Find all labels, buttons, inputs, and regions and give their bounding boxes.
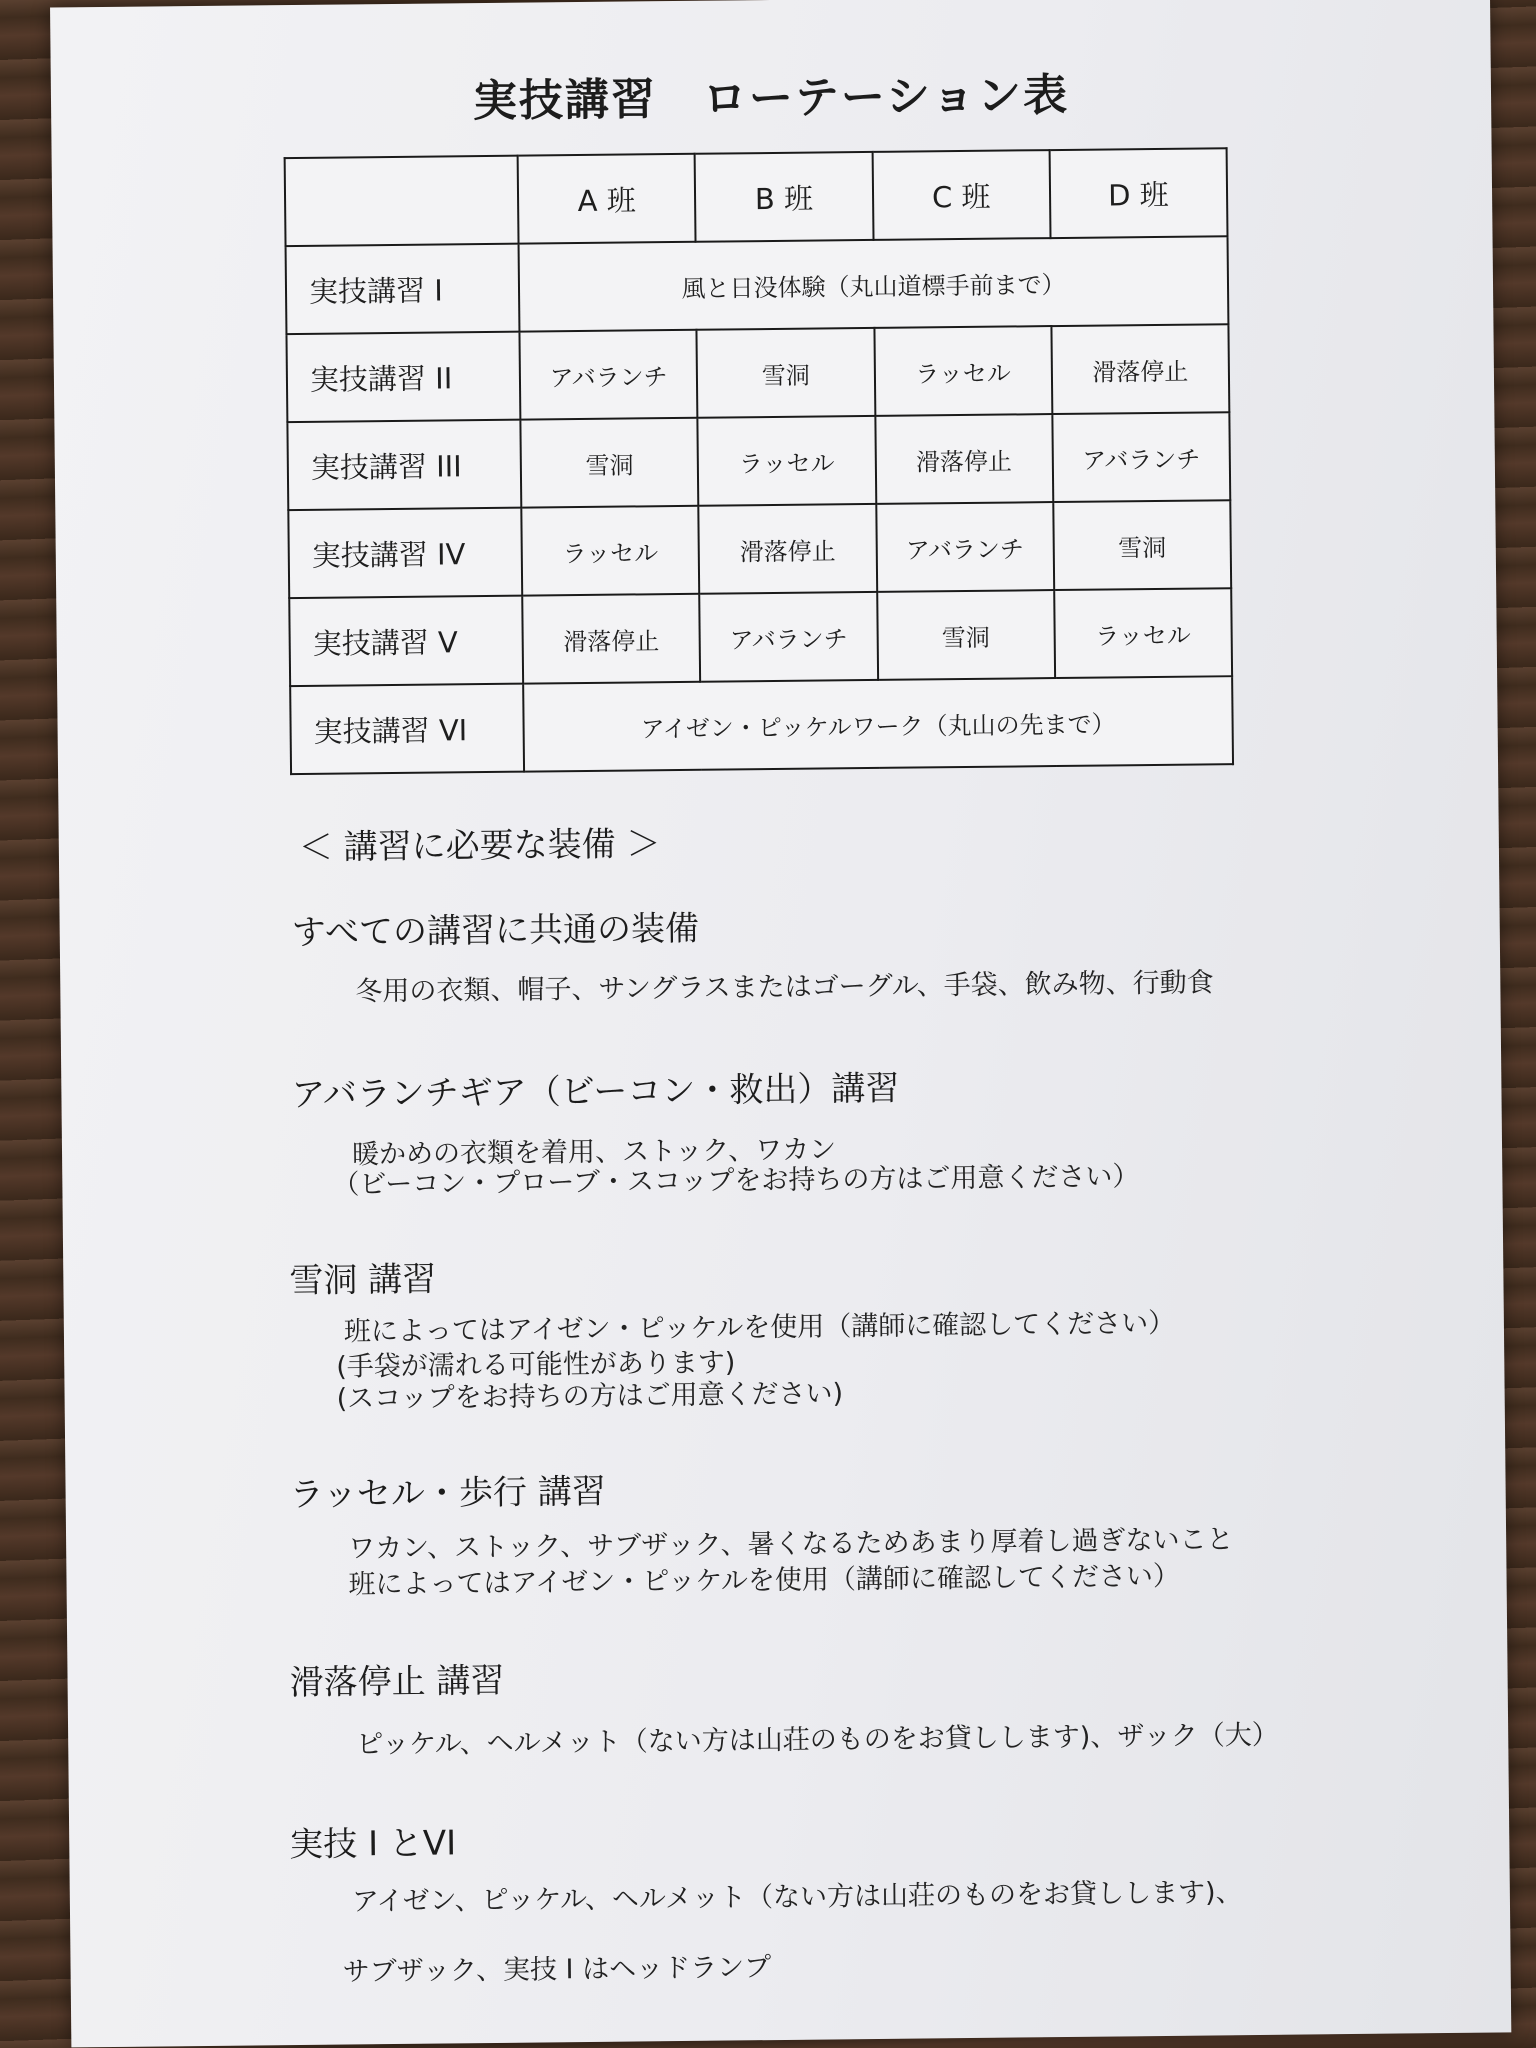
table-cell: アバランチ	[699, 592, 877, 682]
section-heading-common: すべての講習に共通の装備	[291, 908, 700, 954]
column-header-b: B 班	[695, 152, 873, 242]
table-cell: アバランチ	[876, 502, 1054, 592]
section-line: ピッケル、ヘルメット（ない方は山荘のものをお貸しします)、ザック（大）	[356, 1719, 1279, 1761]
section-heading-self-arrest: 滑落停止 講習	[289, 1660, 505, 1704]
table-cell: アバランチ	[519, 330, 697, 420]
section-line: アイゼン、ピッケル、ヘルメット（ない方は山荘のものをお貸しします)、	[351, 1877, 1243, 1918]
table-cell: 滑落停止	[699, 504, 877, 594]
table-cell: ラッセル	[521, 506, 699, 596]
table-cell: 滑落停止	[522, 594, 700, 684]
table-row	[286, 236, 1229, 334]
page-title: 実技講習 ローテーション表	[472, 69, 1070, 128]
column-header-c: C 班	[872, 150, 1050, 240]
equipment-header: ＜ 講習に必要な装備 ＞	[298, 824, 661, 868]
table-cell: 滑落停止	[1051, 324, 1229, 414]
table-corner-cell	[285, 156, 519, 246]
column-header-a: A 班	[518, 154, 696, 244]
section-heading-avalanche: アバランチギア（ビーコン・救出）講習	[291, 1068, 900, 1116]
section-heading-russel: ラッセル・歩行 講習	[289, 1471, 606, 1516]
merged-cell: 風と日没体験（丸山道標手前まで）	[519, 236, 1229, 331]
row-label: 実技講習 II	[286, 332, 520, 422]
table-cell: 雪洞	[877, 590, 1055, 680]
section-line: 冬用の衣類、帽子、サングラスまたはゴーグル、手袋、飲み物、行動食	[355, 967, 1214, 1008]
section-line: （ビーコン・プローブ・スコップをお持ちの方はご用意ください）	[332, 1161, 1140, 1201]
table-header-row	[285, 148, 1228, 246]
table-cell: 雪洞	[520, 418, 698, 508]
merged-cell: アイゼン・ピッケルワーク（丸山の先まで）	[523, 676, 1233, 771]
column-header-d: D 班	[1049, 148, 1227, 238]
row-label: 実技講習 V	[289, 596, 523, 686]
table-row	[286, 324, 1229, 422]
table-cell: ラッセル	[1054, 588, 1232, 678]
row-label: 実技講習 I	[286, 244, 520, 334]
rotation-table	[284, 147, 1234, 775]
section-heading-snowcave: 雪洞 講習	[289, 1259, 437, 1302]
document-page	[50, 0, 1511, 2047]
table-cell: 滑落停止	[875, 414, 1053, 504]
section-line: 班によってはアイゼン・ピッケルを使用（講師に確認してください）	[343, 1307, 1176, 1348]
section-line: 班によってはアイゼン・ピッケルを使用（講師に確認してください）	[348, 1560, 1181, 1601]
row-label: 実技講習 IV	[288, 508, 522, 598]
section-line: (スコップをお持ちの方はご用意ください)	[336, 1378, 844, 1415]
table-row	[289, 588, 1232, 686]
table-cell: 雪洞	[697, 328, 875, 418]
row-label: 実技講習 VI	[290, 684, 524, 774]
section-heading-practical-1-6: 実技 I とVI	[289, 1823, 457, 1866]
table-row	[290, 676, 1233, 774]
section-line: (手袋が濡れる可能性があります)	[336, 1347, 736, 1383]
table-row	[287, 412, 1230, 510]
table-cell: 雪洞	[1053, 500, 1231, 590]
section-line: サブザック、実技 I はヘッドランプ	[342, 1952, 772, 1988]
section-line: ワカン、ストック、サブザック、暑くなるためあまり厚着し過ぎないこと	[348, 1524, 1234, 1565]
table-cell: アバランチ	[1052, 412, 1230, 502]
section-line: 暖かめの衣類を着用、ストック、ワカン	[351, 1134, 837, 1171]
row-label: 実技講習 III	[287, 420, 521, 510]
table-cell: ラッセル	[698, 416, 876, 506]
table-row	[288, 500, 1231, 598]
table-cell: ラッセル	[874, 326, 1052, 416]
